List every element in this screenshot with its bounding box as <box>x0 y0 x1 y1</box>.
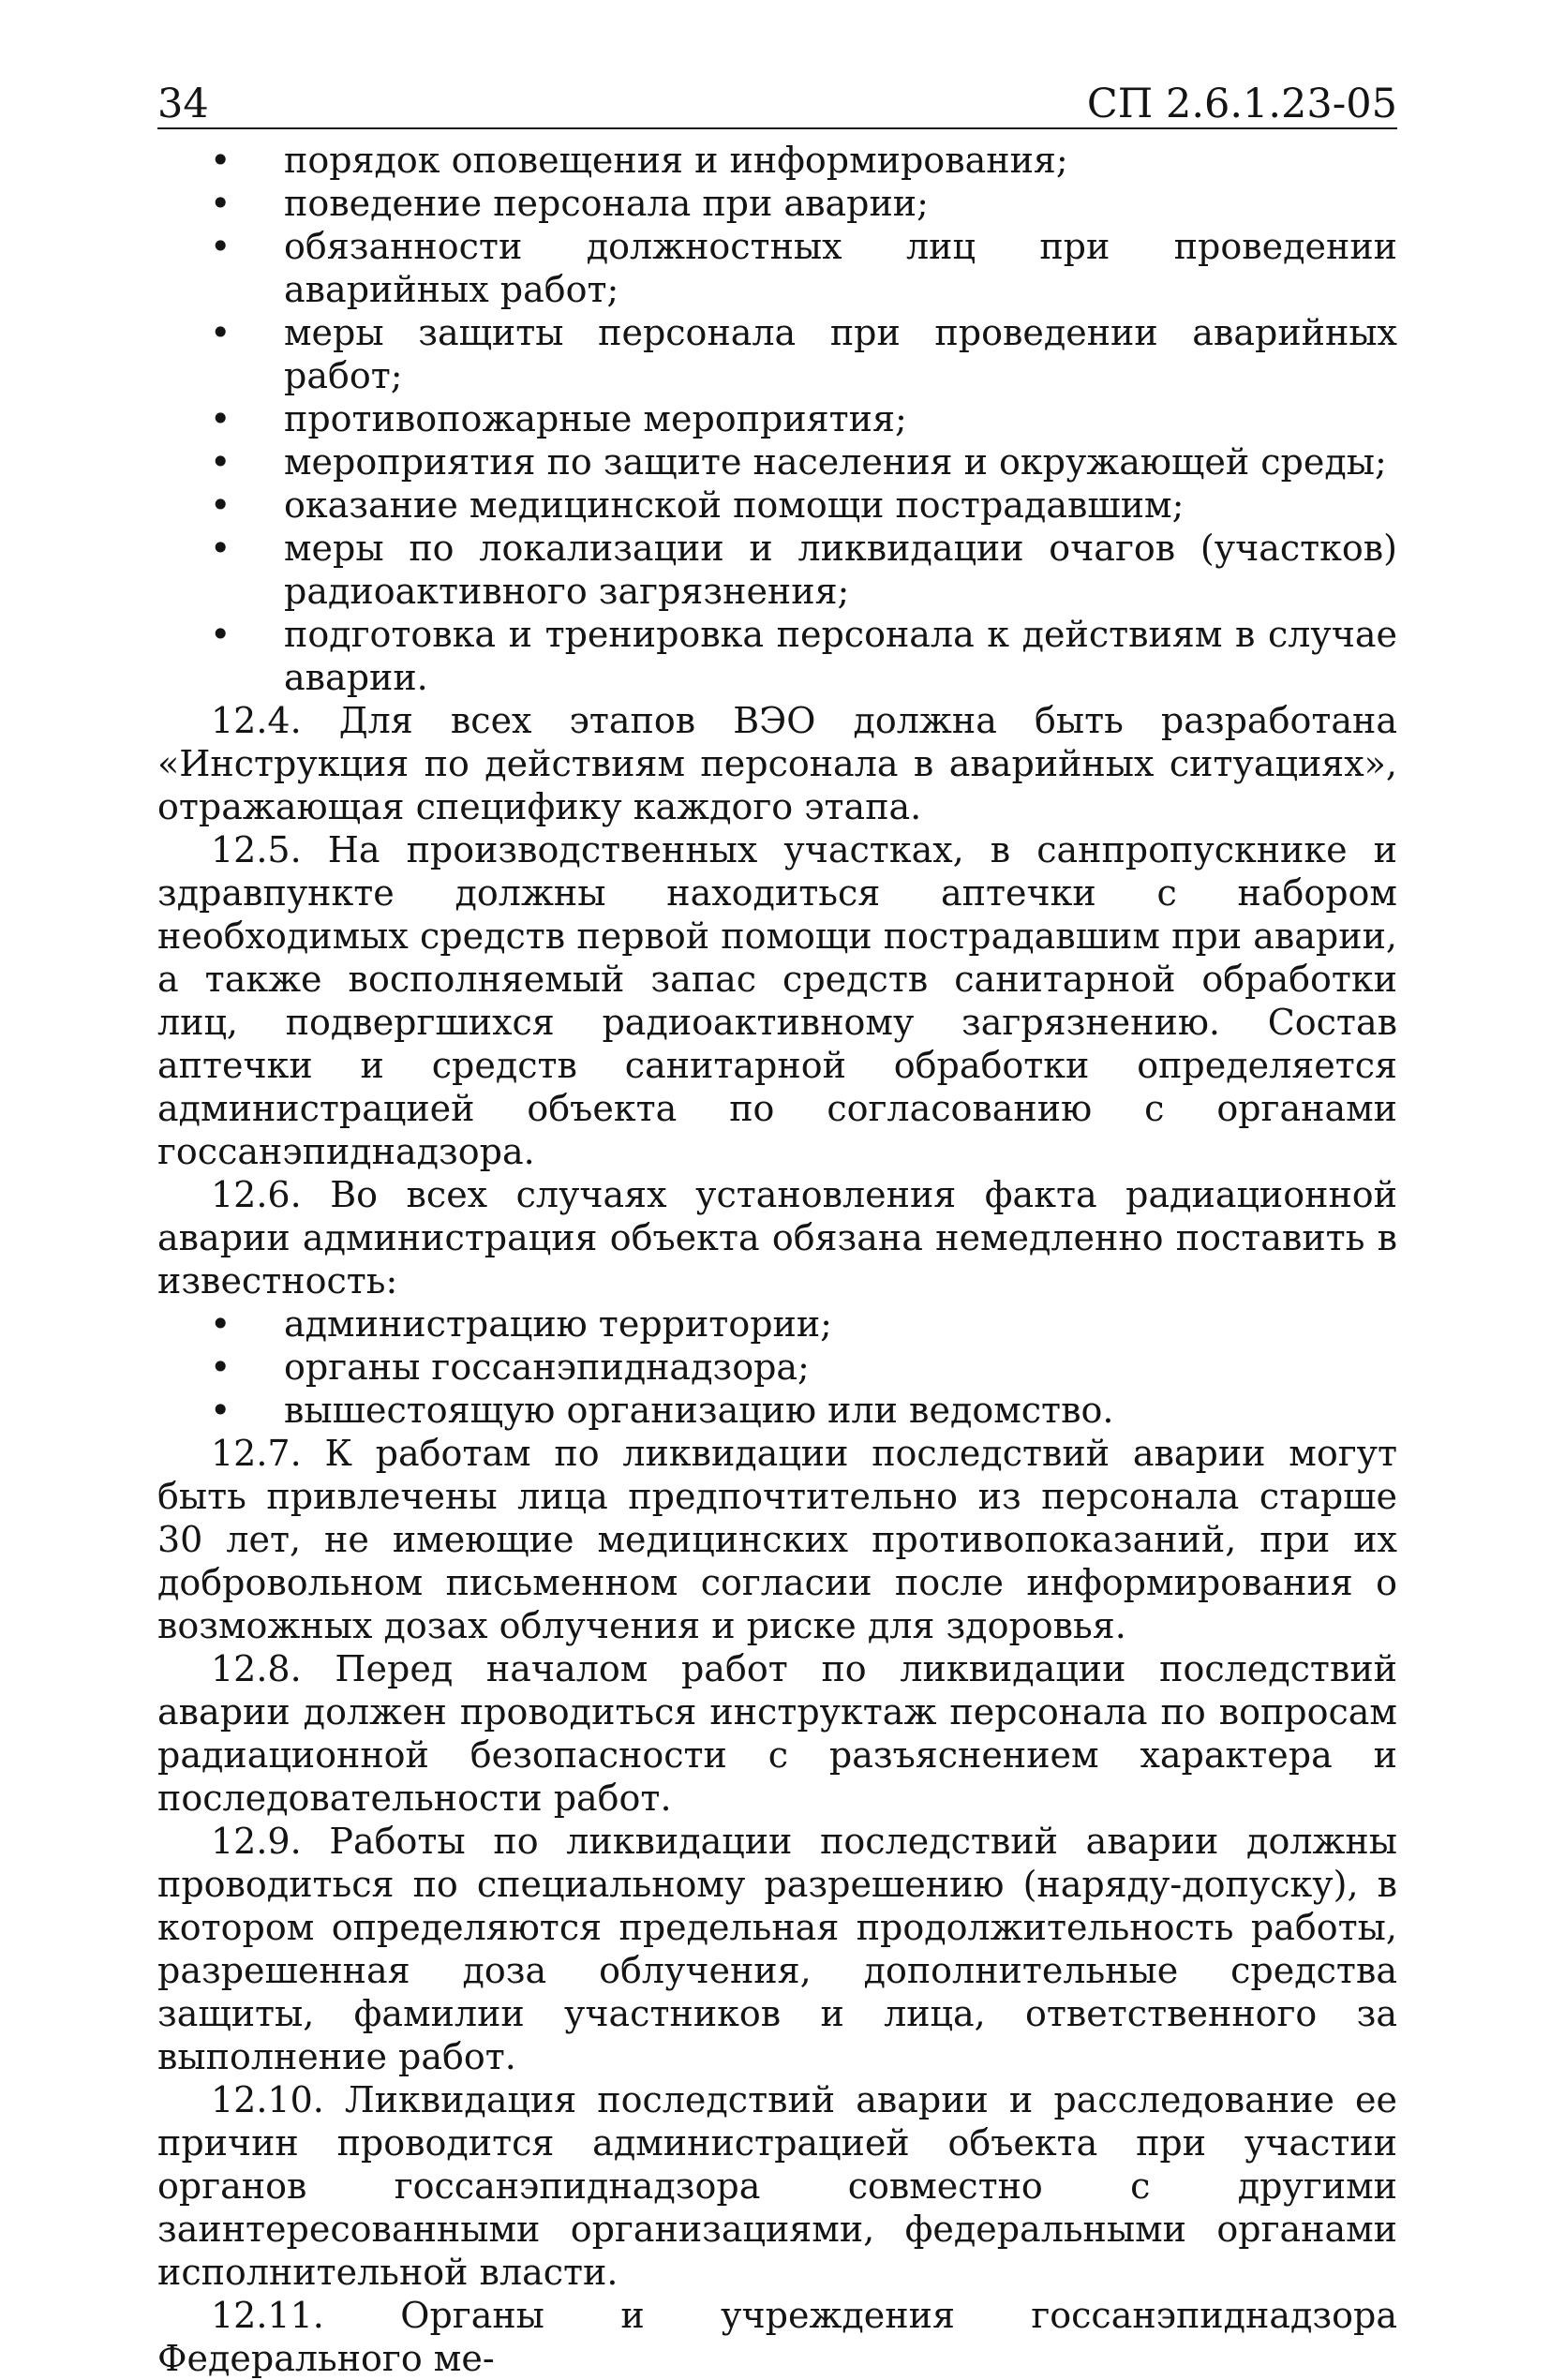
list-item: • мероприятия по защите населения и окружающей среды; <box>210 441 1387 483</box>
paragraph-12-6: 12.6. Во всех случаях установления факта радиационной аварии администрация объекта обязана немедленно поставить в известность: <box>157 1174 1397 1302</box>
list-item: • администрацию территории; <box>210 1303 832 1345</box>
list-item: • меры по локализации и ликвидации очагов (участков) радиоактивного загрязнения; <box>210 528 1397 612</box>
list-item: • порядок оповещения и информирования; <box>210 140 1068 181</box>
bullet-icon: • <box>210 614 231 655</box>
bullet-icon: • <box>210 140 231 181</box>
bullet-icon: • <box>210 312 231 353</box>
list-item: • оказание медицинской помощи пострадавшим; <box>210 484 1185 526</box>
bullet-icon: • <box>210 398 231 439</box>
list-item: • вышестоящую организацию или ведомство. <box>210 1390 1114 1431</box>
list-item: • противопожарные мероприятия; <box>210 398 907 439</box>
list-item: • меры защиты персонала при проведении аварийных работ; <box>210 312 1397 396</box>
bullet-icon: • <box>210 183 231 224</box>
bullet-icon: • <box>210 441 231 483</box>
page-header <box>157 73 1397 129</box>
list-item: • подготовка и тренировка персонала к действиям в случае аварии. <box>210 614 1397 698</box>
bullet-icon: • <box>210 484 231 526</box>
document-page <box>157 73 1397 2380</box>
document-code: СП 2.6.1.23-05 <box>1086 81 1397 127</box>
measures-list <box>157 139 1397 699</box>
bullet-icon: • <box>210 226 231 267</box>
paragraph-12-8: 12.8. Перед началом работ по ликвидации последствий аварии должен проводиться инструктаж персонала по вопросам радиационной безопасности с разъяснением характера и последовательности работ. <box>157 1648 1397 1819</box>
bullet-icon: • <box>210 528 231 569</box>
list-item: • поведение персонала при аварии; <box>210 183 929 224</box>
paragraph-12-11: 12.11. Органы и учреждения госсанэпиднадзора Федерального ме- <box>157 2295 1397 2379</box>
list-item: • органы госсанэпиднадзора; <box>210 1346 810 1388</box>
notification-list <box>157 1302 1397 1432</box>
bullet-icon: • <box>210 1303 231 1345</box>
page-number: 34 <box>157 81 209 127</box>
list-item: • обязанности должностных лиц при проведении аварийных работ; <box>210 226 1397 310</box>
bullet-icon: • <box>210 1390 231 1431</box>
paragraph-12-5: 12.5. На производственных участках, в санпропускнике и здравпункте должны находиться аптечки с набором необходимых средств первой помощи пострадавшим при аварии, а также восполняемый запас средств санитарной обработки лиц, подвергшихся радиоактивному загрязнению. Состав аптечки и средств санитарной обработки определяется администрацией объекта по согласованию с органами госсанэпиднадзора. <box>157 829 1397 1172</box>
paragraph-12-7: 12.7. К работам по ликвидации последствий аварии могут быть привлечены лица предпочтительно из персонала старше 30 лет, не имеющие медицинских противопоказаний, при их добровольном письменном согласии после информирования о возможных дозах облучения и риске для здоровья. <box>157 1433 1397 1646</box>
paragraph-12-4: 12.4. Для всех этапов ВЭО должна быть разработана «Инструкция по действиям персонала в аварийных ситуациях», отражающая специфику каждого этапа. <box>157 700 1397 827</box>
paragraph-12-10: 12.10. Ликвидация последствий аварии и расследование ее причин проводится администрацией объекта при участии органов госсанэпиднадзора совместно с другими заинтересованными организациями, федеральными органами исполнительной власти. <box>157 2079 1397 2293</box>
bullet-icon: • <box>210 1346 231 1388</box>
page-content <box>157 139 1397 2380</box>
paragraph-12-9: 12.9. Работы по ликвидации последствий аварии должны проводиться по специальному разрешению (наряду-допуску), в котором определяются предельная продолжительность работы, разрешенная доза облучения, дополнительные средства защиты, фамилии участников и лица, ответственного за выполнение работ. <box>157 1821 1397 2077</box>
